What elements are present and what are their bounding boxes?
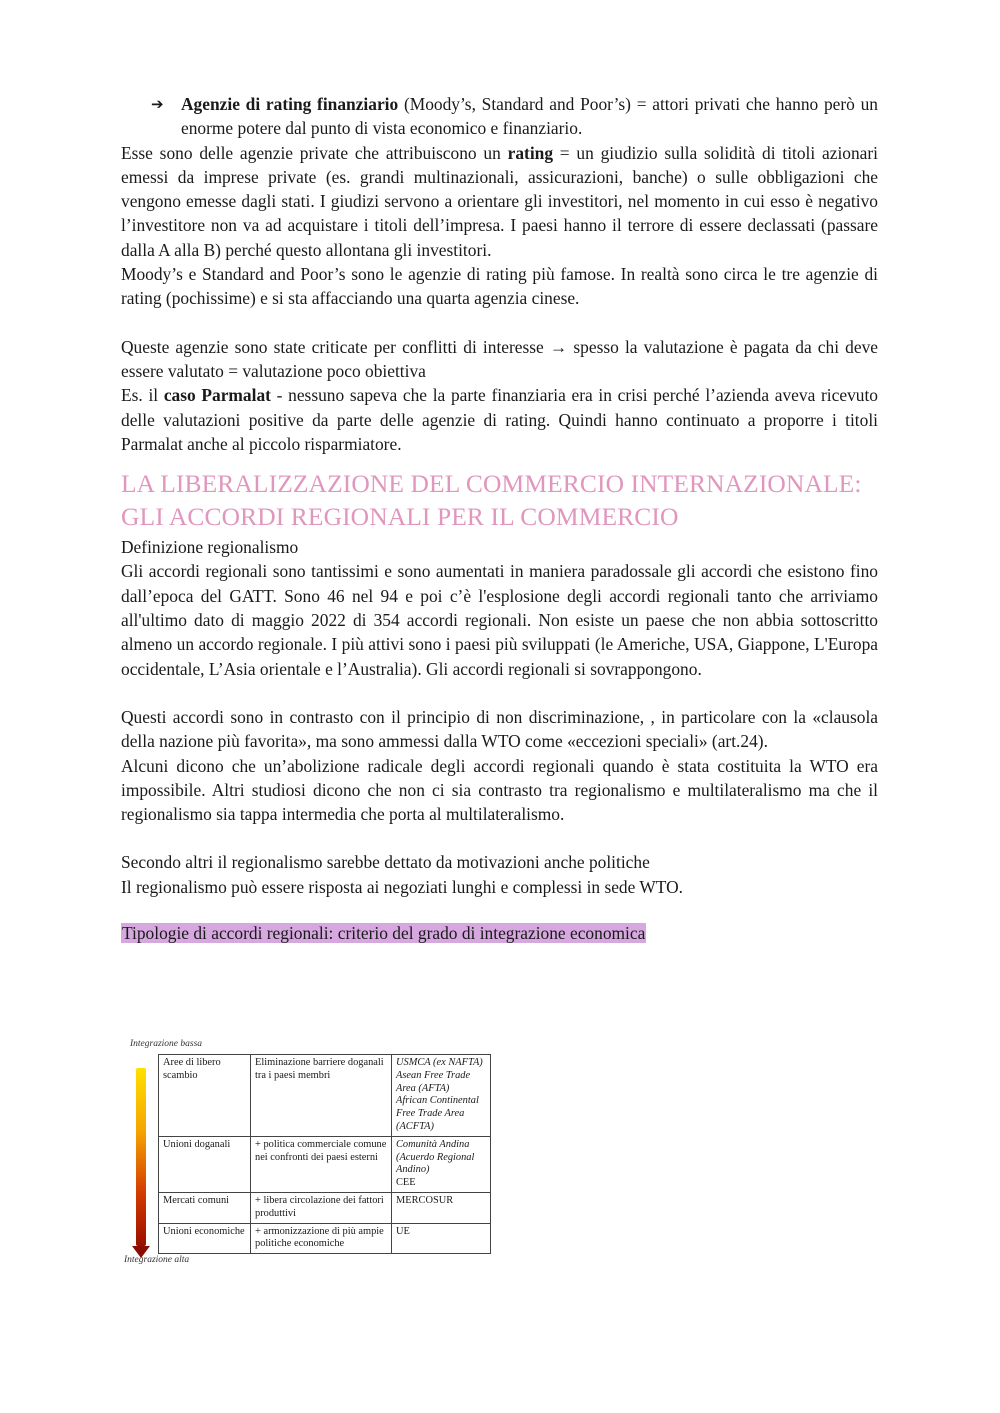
- cell-description: Eliminazione barriere doganali tra i paesi membri: [251, 1055, 392, 1137]
- cell-examples: [392, 1136, 491, 1192]
- bullet-bold-term: Agenzie di rating finanziario: [181, 94, 399, 114]
- spacer: [121, 311, 878, 335]
- section-heading: LA LIBERALIZZAZIONE DEL COMMERCIO INTERNAZIONALE: GLI ACCORDI REGIONALI PER IL COMMERCIO: [121, 469, 862, 532]
- document-body: [121, 92, 878, 945]
- integration-types-table: [158, 1054, 491, 1254]
- p1-text-b: = un giudizio sulla solidità di titoli azionari emessi da imprese private (es. grandi multinazionali, assicurazioni, banche) o sulle obbligazioni che vengono emesse dagli stati. I giudizi servono a orientare gli investitori, nel momento in cui esso è negativo l’investitore non va ad acquistare i titoli dell’impresa. I paesi hanno il terrore di essere declassati (passare dalla A alla B) perché questo allontana gli investitori.: [121, 142, 879, 260]
- paragraph-conflict-of-interest: Queste agenzie sono state criticate per conflitti di interesse → spesso la valutazione è pagata da chi deve essere valutato = valutazione poco obiettiva: [121, 336, 878, 381]
- bullet-item-rating-agencies: [151, 92, 878, 141]
- table-row: [159, 1192, 491, 1223]
- table-row: [159, 1136, 491, 1192]
- arrow-bullet-icon: ➔: [151, 95, 164, 113]
- example-plain: MERCOSUR: [396, 1194, 454, 1206]
- gradient-arrow-shaft: [136, 1068, 146, 1246]
- paragraph-rating-definition: [121, 141, 878, 262]
- p4-text-a: Es. il: [121, 385, 164, 406]
- table-row: [159, 1055, 491, 1137]
- p4-bold-parmalat: caso Parmalat: [163, 385, 271, 406]
- example-italic: USMCA (ex NAFTA): [396, 1057, 483, 1068]
- integration-figure: [122, 1036, 502, 1268]
- paragraph-regional-agreements: Gli accordi regionali sono tantissimi e sono aumentati in maniera paradossale gli accordi che esistono fino dall’epoca del GATT. Sono 46 nel 94 e poi c’è l'esplosione degli accordi regionali tanto che arriviamo all'ultimo dato di maggio 2022 di 354 accordi regionali. Non esiste un paese che non abbia sottoscritto almeno un accordo regionale. I più attivi sono i paesi più sviluppati (le Americhe, USA, Giappone, L'Europa occidentale, L’Asia orientale e l’Australia). Gli accordi regionali si sovrappongono.: [121, 561, 878, 679]
- subheading-regionalism: Definizione regionalismo: [121, 537, 299, 558]
- cell-agreement-type: Unioni economiche: [159, 1223, 251, 1254]
- cell-examples: [392, 1192, 491, 1223]
- example-italic: Asean Free Trade Area (AFTA): [396, 1069, 471, 1094]
- spacer: [121, 681, 878, 705]
- paragraph-wto-negotiations: Il regionalismo può essere risposta ai negoziati lunghi e complessi in sede WTO.: [121, 876, 684, 897]
- paragraph-non-discrimination: Questi accordi sono in contrasto con il principio di non discriminazione, , in particolare con la «clausola della nazione più favorita», ma sono ammessi dalla WTO come «eccezioni speciali» (art.24).: [121, 706, 878, 752]
- highlighted-subtitle: [121, 921, 878, 945]
- example-italic: African Continental Free Trade Area (ACFTA): [396, 1095, 479, 1132]
- label-low-integration: Integrazione bassa: [130, 1039, 203, 1049]
- paragraph-political-motivations: Secondo altri il regionalismo sarebbe dettato da motivazioni anche politiche: [121, 852, 650, 873]
- example-plain: UE: [396, 1225, 410, 1237]
- highlight-text: Tipologie di accordi regionali: criterio del grado di integrazione economica: [122, 923, 646, 944]
- p1-text-a: Esse sono delle agenzie private che attribuiscono un: [121, 142, 508, 163]
- cell-description: + libera circolazione dei fattori produttivi: [251, 1192, 392, 1223]
- paragraph-multilateralism: Alcuni dicono che un’abolizione radicale degli accordi regionali quando è stata costituita la WTO era impossibile. Altri studiosi dicono che non ci sia contrasto tra regionalismo e multilateralismo ma che il regionalismo sia tappa intermedia che porta al multilateralismo.: [121, 755, 878, 825]
- cell-agreement-type: Mercati comuni: [159, 1192, 251, 1223]
- table-row: [159, 1223, 491, 1254]
- bullet-rest: (Moody’s, Standard and Poor’s) = attori privati che hanno però un enorme potere dal punto di vista economico e finanziario.: [181, 94, 878, 139]
- paragraph-parmalat: [121, 383, 878, 456]
- cell-examples: [392, 1223, 491, 1254]
- spacer: [121, 826, 878, 850]
- cell-agreement-type: Unioni doganali: [159, 1136, 251, 1192]
- example-plain: CEE: [396, 1177, 416, 1189]
- paragraph-famous-agencies: Moody’s e Standard and Poor’s sono le agenzie di rating più famose. In realtà sono circa le tre agenzie di rating (pochissime) e si sta affacciando una quarta agenzia cinese.: [121, 264, 878, 309]
- spacer: [121, 899, 878, 921]
- example-italic: Comunità Andina (Acuerdo Regional Andino): [396, 1138, 475, 1176]
- cell-description: + armonizzazione di più ampie politiche economiche: [251, 1223, 392, 1254]
- p4-text-b: - nessuno sapeva che la parte finanziaria era in crisi perché l’azienda aveva ricevuto delle valutazioni positive da parte delle agenzie di rating. Quindi hanno continuato a proporre i titoli Parmalat anche al piccolo risparmiatore.: [121, 385, 878, 454]
- bullet-text: [181, 92, 878, 141]
- label-high-integration: Integrazione alta: [124, 1255, 190, 1265]
- cell-description: + politica commerciale comune nei confronti dei paesi esterni: [251, 1136, 392, 1192]
- cell-agreement-type: Aree di libero scambio: [159, 1055, 251, 1137]
- cell-examples: [392, 1055, 491, 1137]
- p1-bold-rating: rating: [507, 142, 554, 163]
